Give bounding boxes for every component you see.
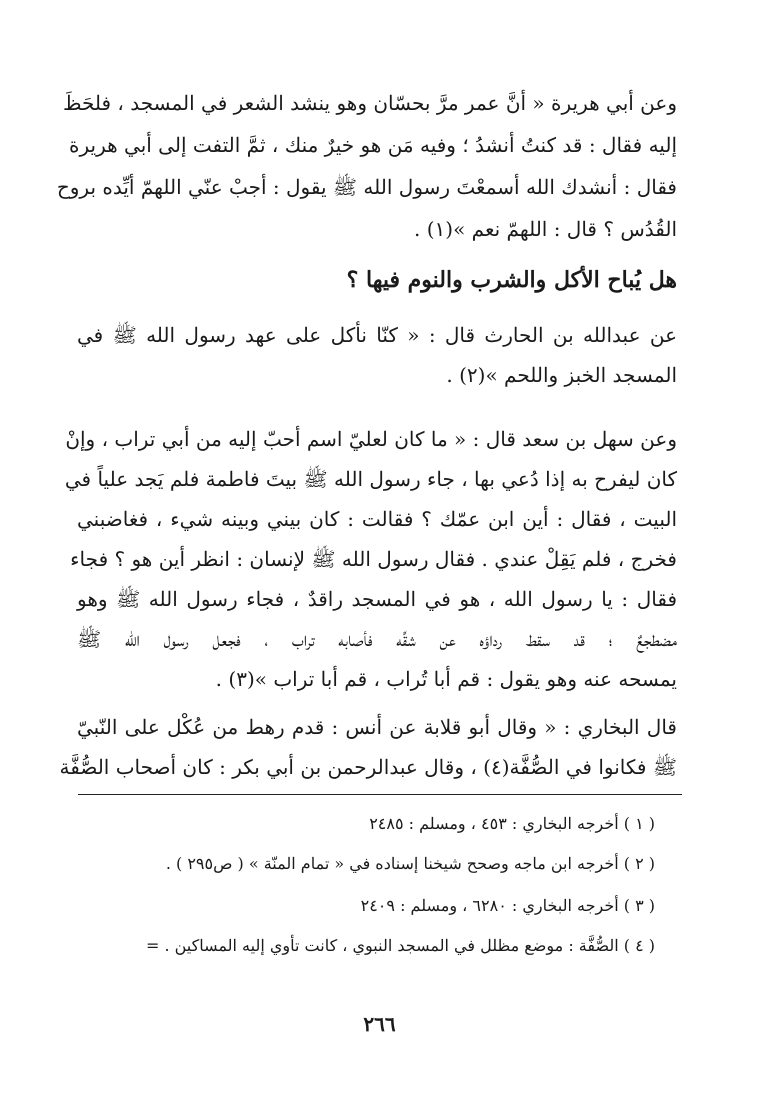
paragraph-3-line-4: فخرج ، فلم يَقِلْ عندي . فقال رسول الله ﷺ لإنسان : انظر أين هو ؟ فجاء xyxy=(70,547,677,571)
page-number: ٢٦٦ xyxy=(363,1012,396,1036)
paragraph-3-line-7: يمسحه عنه وهو يقول : قم أبا تُراب ، قم أبا تراب »(٣) . xyxy=(215,667,677,691)
paragraph-2-line-1: عن عبدالله بن الحارث قال : « كنّا نأكل على عهد رسول الله ﷺ في xyxy=(77,323,677,347)
paragraph-1-line-3: فقال : أنشدك الله أسمعْتَ رسول الله ﷺ يقول : أجبْ عنّي اللهمّ أيِّده بروح xyxy=(56,175,677,199)
footnote-3: ( ٣ ) أخرجه البخاري : ٦٢٨٠ ، ومسلم : ٢٤٠٩ xyxy=(360,896,655,915)
paragraph-3-line-5: فقال : يا رسول الله ، هو في المسجد راقدٌ ، فجاء رسول الله ﷺ وهو xyxy=(77,587,677,611)
paragraph-1-line-4: القُدُس ؟ قال : اللهمّ نعم »(١) . xyxy=(413,217,677,241)
paragraph-2-line-2: المسجد الخبز واللحم »(٢) . xyxy=(446,363,677,387)
footnote-4: ( ٤ ) الصُّفَّة : موضع مظلل في المسجد النبوي ، كانت تأوي إليه المساكين . = xyxy=(145,936,655,955)
footnote-2: ( ٢ ) أخرجه ابن ماجه وصحح شيخنا إسناده في « تمام المنّة » ( ص٢٩٥ ) . xyxy=(165,854,655,873)
paragraph-1-line-1: وعن أبي هريرة « أنَّ عمر مرَّ بحسّان وهو ينشد الشعر في المسجد ، فلحَظَ xyxy=(62,91,677,115)
paragraph-4-line-1: قال البخاري : « وقال أبو قلابة عن أنس : قدم رهط من عُكْل على النّبيّ xyxy=(77,715,677,739)
paragraph-3-line-3: البيت ، فقال : أين ابن عمّك ؟ فقالت : كان بيني وبينه شيء ، فغاضبني xyxy=(77,507,677,531)
paragraph-4-line-2: ﷺ فكانوا في الصُّفَّة(٤) ، وقال عبدالرحمن بن أبي بكر : كان أصحاب الصُّفَّة xyxy=(59,755,677,779)
footnote-separator xyxy=(78,794,682,795)
paragraph-1-line-2: إليه فقال : قد كنتُ أنشدُ ؛ وفيه مَن هو خيرٌ منك ، ثمَّ التفت إلى أبي هريرة xyxy=(69,133,677,157)
section-heading: هل يُباح الأكل والشرب والنوم فيها ؟ xyxy=(346,267,677,293)
paragraph-3-line-1: وعن سهل بن سعد قال : « ما كان لعليّ اسم أحبّ إليه من أبي تراب ، وإنْ xyxy=(65,427,677,451)
footnote-1: ( ١ ) أخرجه البخاري : ٤٥٣ ، ومسلم : ٢٤٨٥ xyxy=(369,814,655,833)
paragraph-3-line-2: كان ليفرح به إذا دُعي بها ، جاء رسول الله ﷺ بيتَ فاطمة فلم يَجد علياً في xyxy=(64,467,677,491)
paragraph-3-line-6: مضطجعٌ ؛ قد سقط رداؤه عن شقِّه فأصابه تراب ، فجعل رسول الله ﷺ xyxy=(77,627,677,651)
